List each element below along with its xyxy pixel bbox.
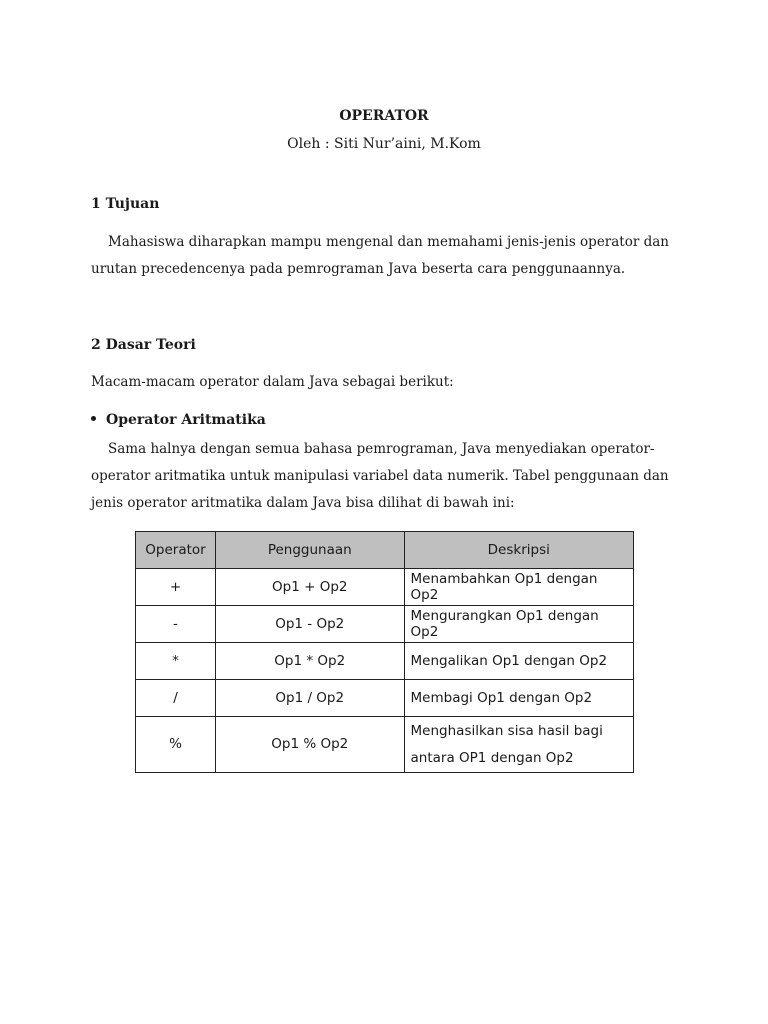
- table-cell-operator: *: [136, 643, 216, 680]
- section-intro-dasar-teori: Macam-macam operator dalam Java sebagai berikut:: [91, 374, 454, 390]
- section-body-aritmatika: Sama halnya dengan semua bahasa pemrograman, Java menyediakan operator-operator aritmatika untuk manipulasi variabel data numerik. Tabel penggunaan dan jenis operator aritmatika dalam Java bisa dilihat di bawah ini:: [91, 441, 669, 511]
- table-header-row: [136, 532, 634, 569]
- table-header-deskripsi: Deskripsi: [404, 532, 633, 569]
- table-row: [136, 569, 634, 606]
- table-cell-operator: /: [136, 680, 216, 717]
- document-title: OPERATOR: [339, 108, 429, 124]
- bullet-label: Operator Aritmatika: [106, 412, 266, 428]
- section-heading-tujuan: 1 Tujuan: [91, 196, 160, 212]
- bullet-operator-aritmatika: [91, 412, 266, 428]
- section-heading-dasar-teori: 2 Dasar Teori: [91, 337, 196, 353]
- table-cell-penggunaan: Op1 + Op2: [215, 569, 404, 606]
- table-cell-deskripsi: Menambahkan Op1 dengan Op2: [404, 569, 633, 606]
- table-cell-deskripsi: Mengurangkan Op1 dengan Op2: [404, 606, 633, 643]
- table-cell-operator: +: [136, 569, 216, 606]
- table-cell-deskripsi: Mengalikan Op1 dengan Op2: [404, 643, 633, 680]
- table-cell-penggunaan: Op1 / Op2: [215, 680, 404, 717]
- operator-table: [135, 531, 634, 773]
- section-body-tujuan: Mahasiswa diharapkan mampu mengenal dan memahami jenis-jenis operator dan urutan precedencenya pada pemrograman Java beserta cara penggunaannya.: [91, 234, 669, 277]
- table-header-operator: Operator: [136, 532, 216, 569]
- table-cell-deskripsi: Membagi Op1 dengan Op2: [404, 680, 633, 717]
- table-row: [136, 680, 634, 717]
- document-author: Oleh : Siti Nur’aini, M.Kom: [287, 136, 481, 152]
- table-cell-deskripsi: Menghasilkan sisa hasil bagi antara OP1 dengan Op2: [404, 717, 633, 773]
- table-cell-penggunaan: Op1 * Op2: [215, 643, 404, 680]
- bullet-dot-icon: [91, 416, 96, 421]
- table-cell-operator: -: [136, 606, 216, 643]
- table-row: [136, 643, 634, 680]
- table-cell-penggunaan: Op1 - Op2: [215, 606, 404, 643]
- table-cell-penggunaan: Op1 % Op2: [215, 717, 404, 773]
- table-row: [136, 606, 634, 643]
- table-cell-operator: %: [136, 717, 216, 773]
- table-header-penggunaan: Penggunaan: [215, 532, 404, 569]
- table-row: [136, 717, 634, 773]
